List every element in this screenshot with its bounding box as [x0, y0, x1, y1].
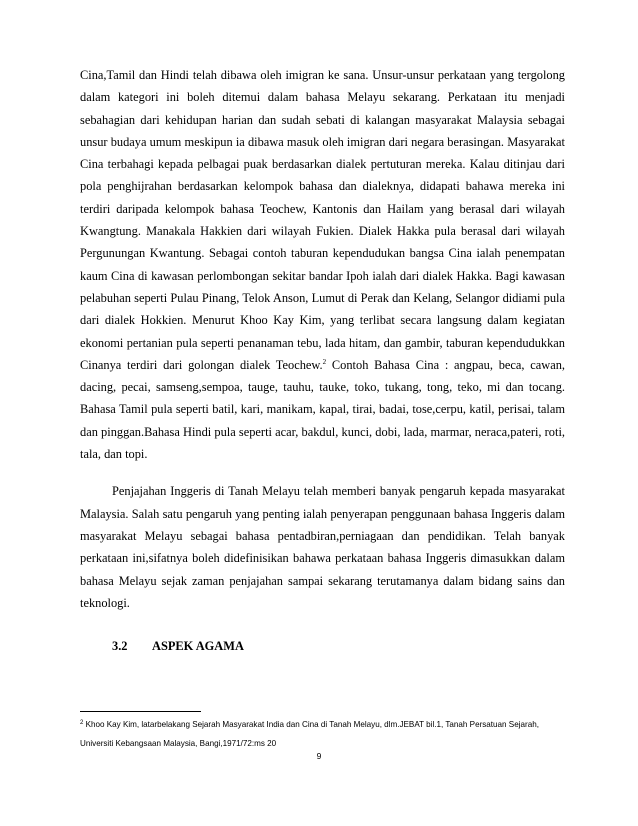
section-number: 3.2 [112, 639, 128, 653]
body-text [80, 64, 565, 614]
footnote-marker: 2 [80, 720, 84, 726]
section-title: ASPEK AGAMA [152, 639, 244, 653]
paragraph-2: Penjajahan Inggeris di Tanah Melayu telah memberi banyak pengaruh kepada masyarakat Malaysia. Salah satu pengaruh yang penting ialah penyerapan penggunaan bahasa Inggeris dalam masyarakat Melayu sebagai bahasa pentadbiran,perniagaan dan pendidikan. Telah banyak perkataan ini,sifatnya boleh didefinisikan bahawa perkataan bahasa Inggeris dimasukkan dalam bahasa Melayu sejak zaman penjajahan sampai sekarang terutamanya dalam bidang sains dan teknologi. [80, 484, 565, 610]
section-heading [112, 639, 244, 654]
paragraph-1-text-a: Cina,Tamil dan Hindi telah dibawa oleh imigran ke sana. Unsur-unsur perkataan yang tergolong dalam kategori ini boleh ditemui dalam bahasa Melayu sekarang. Perkataan itu menjadi sebahagian dari kehidupan harian dan sudah sebati di kalangan masyarakat Malaysia sebagai unsur budaya umum meskipun ia dibawa masuk oleh imigran dari negara berasingan. Masyarakat Cina terbahagi kepada pelbagai puak berdasarkan dialek pertuturan mereka. Kalau ditinjau dari pola penghijrahan berdasarkan kelompok bahasa dan dialeknya, didapati bahawa mereka ini terdiri daripada kelompok bahasa Teochew, Kantonis dan Hailam yang berasal dari wilayah Kwangtung. Manakala Hakkien dari wilayah Fukien. Dialek Hakka pula berasal dari wilayah Pergunungan Kwantung. Sebagai contoh taburan kependudukan bangsa Cina ialah penempatan kaum Cina di kawasan perlombongan sekitar bandar Ipoh ialah dari dialek Hakka. Bagi kawasan pelabuhan seperti Pulau Pinang, Telok Anson, Lumut di Perak dan Kelang, Selangor didiami pula dari dialek Hokkien. Menurut Khoo Kay Kim, yang terlibat secara langsung dalam kegiatan ekonomi pertanian pula seperti penanaman tebu, lada hitam, dan gambir, taburan kependudukkan Cinanya terdiri dari golongan dialek Teochew. [80, 68, 565, 372]
paragraph-1 [80, 64, 565, 465]
paragraph-1-text-b: Contoh Bahasa Cina : angpau, beca, cawan, dacing, pecai, samseng,sempoa, tauge, tauhu, tauke, toko, tukang, tong, teko, mi dan tocang. Bahasa Tamil pula seperti batil, kari, manikam, kapal, tirai, badai, tose,cerpu, katil, perisai, talam dan pinggan.Bahasa Hindi pula seperti acar, bakdul, kunci, dobi, lada, marmar, neraca,pateri, roti, tala, dan topi. [80, 357, 565, 462]
footnote-separator [80, 711, 201, 712]
footnote-text: Khoo Kay Kim, latarbelakang Sejarah Masyarakat India dan Cina di Tanah Melayu, dlm.JEBAT bil.1, Tanah Persatuan Sejarah, Universiti Kebangsaan Malaysia, Bangi,1971/72:ms 20 [80, 720, 539, 748]
page-number: 9 [316, 751, 322, 761]
footnote-reference[interactable]: 2 [322, 357, 327, 366]
footnote [80, 716, 568, 753]
